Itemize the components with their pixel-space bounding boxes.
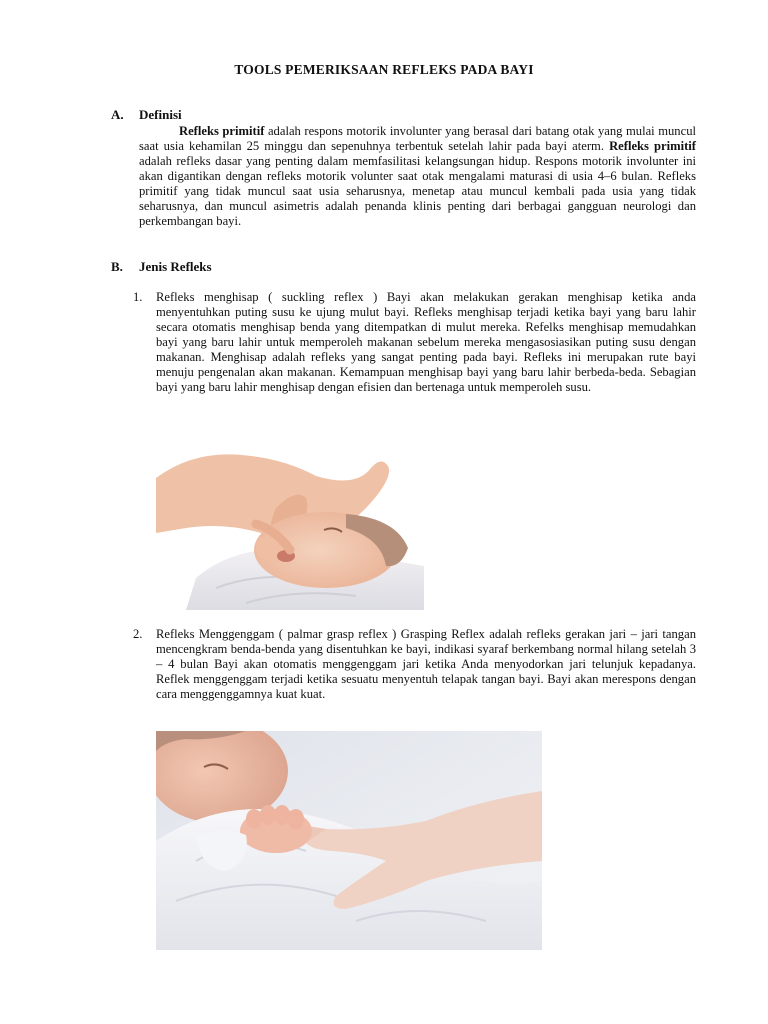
list-item-text: Refleks Menggenggam ( palmar grasp reflex ) Grasping Reflex adalah refleks gerakan jari – jari tangan mencengkram benda-benda yang disentuhkan ke bayi, indikasi syaraf berkembang normal hilang setelah 3 – 4 bulan Bayi akan otomatis menggenggam jari ketika Anda menyodorkan jari telunjuk kepadanya. Reflek menggenggam terjadi ketika sesuatu menyentuh telapak tangan bayi. Bayi akan merespons dengan cara menggenggamnya kuat kuat. [156, 627, 696, 701]
section-b-heading [111, 259, 212, 275]
list-item-number: 2. [133, 627, 143, 641]
palmar-grasp-reflex-photo [156, 731, 542, 950]
section-a-title: Definisi [139, 107, 182, 122]
suckling-reflex-photo [156, 438, 424, 610]
list-item-text: Refleks menghisap ( suckling reflex ) Bayi akan melakukan gerakan menghisap ketika anda menyentuhkan puting susu ke ujung mulut bayi. Refleks menghisap terjadi ketika bayi yang baru lahir secara otomatis menghisap benda yang ditempatkan di mulut mereka. Refelks menghisap memudahkan bayi yang baru lahir untuk memperoleh makanan sebelum mereka mengasosiasikan puting susu dengan makanan. Menghisap adalah refleks yang sangat penting pada bayi. Refleks ini merupakan rute bayi menuju pengenalan akan makanan. Kemampuan menghisap bayi yang baru lahir berbeda-beda. Sebagian bayi yang baru lahir menghisap dengan efisien dan bertenaga untuk memperoleh susu. [156, 290, 696, 394]
definition-text-2: adalah refleks dasar yang penting dalam memfasilitasi kelangsungan hidup. Respons motorik involunter ini akan digantikan dengan refleks motorik volunter saat otak mengalami maturasi di usia 4–6 bulan. Refleks primitif yang tidak muncul saat usia seharusnya, menetap atau muncul kembali pada usia yang tidak seharusnya, dan muncul asimetris adalah penanda klinis penting dari berbagai gangguan neurologi dan perkembangan bayi. [139, 154, 696, 228]
section-a-letter: A. [111, 107, 124, 122]
section-b-letter: B. [111, 259, 123, 274]
definition-paragraph [139, 124, 696, 229]
section-b-title: Jenis Refleks [139, 259, 212, 274]
definition-text-1: adalah respons motorik involunter yang berasal dari batang otak yang mulai muncul saat usia kehamilan 25 minggu dan sepenuhnya terbentuk setelah lahir pada bayi aterm. [139, 124, 696, 153]
definition-term-2: Refleks primitif [609, 139, 696, 153]
list-item [133, 290, 696, 430]
definition-term-1: Refleks primitif [179, 124, 265, 138]
list-item-number: 1. [133, 290, 143, 304]
page-title: TOOLS PEMERIKSAAN REFLEKS PADA BAYI [234, 62, 534, 77]
list-item [133, 627, 696, 722]
section-a-heading [111, 107, 182, 123]
